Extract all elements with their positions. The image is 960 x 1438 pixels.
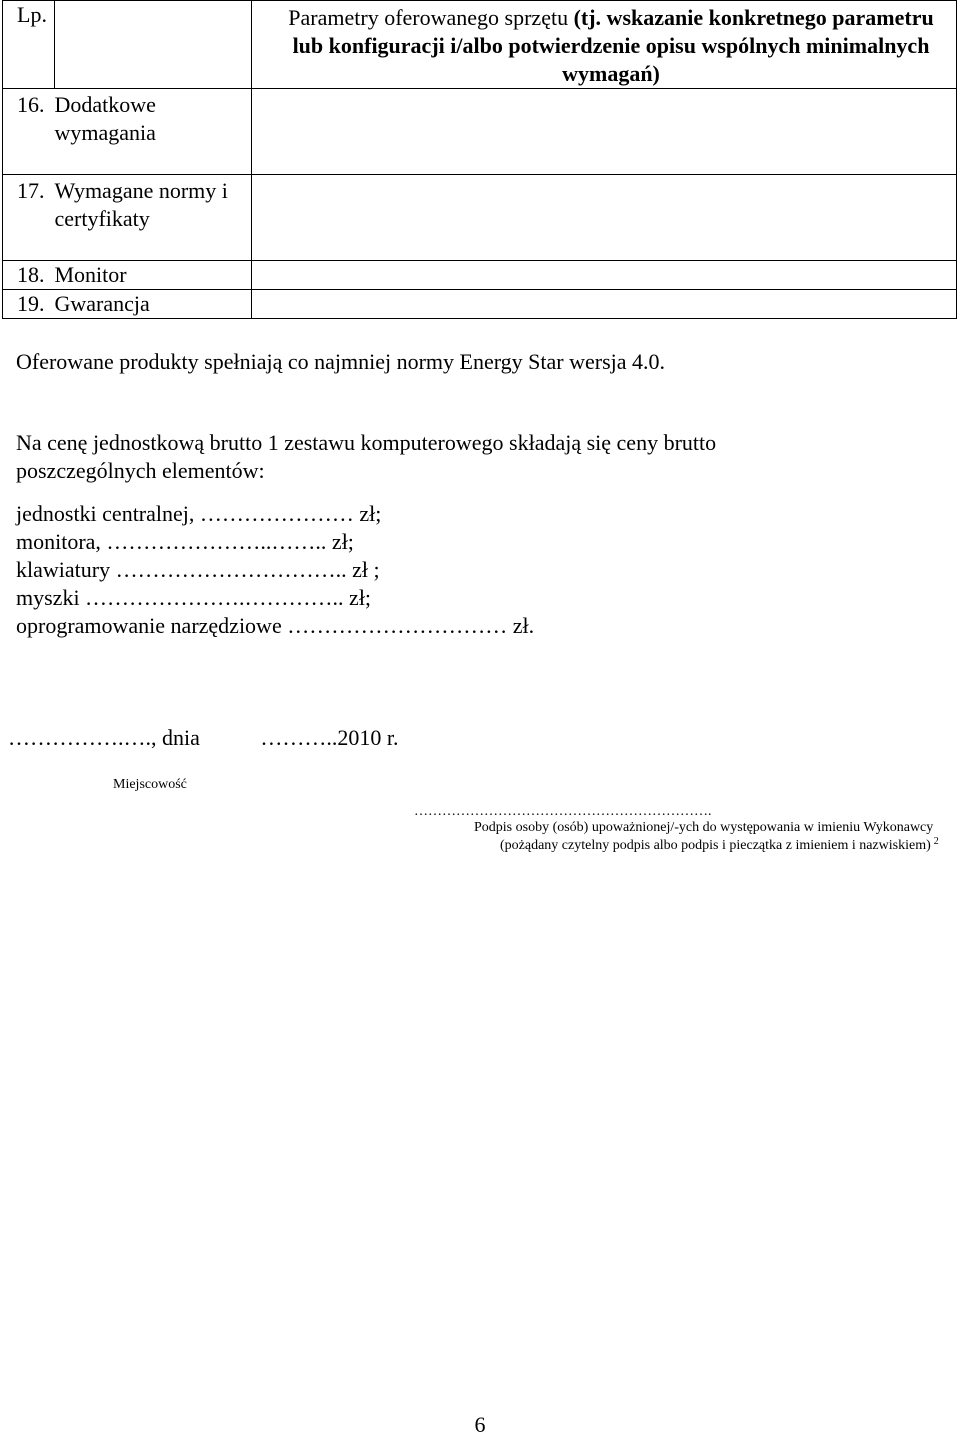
row-16-name: Dodatkowe wymagania — [55, 89, 252, 175]
row-18-name: Monitor — [55, 261, 252, 290]
place-date-line: …………….…., dnia ………..2010 r. — [8, 725, 399, 750]
row-18-num: 18. — [3, 261, 55, 290]
header-name — [55, 1, 252, 89]
row-17-name: Wymagane normy i certyfikaty — [55, 175, 252, 261]
header-parameters-plain: Parametry oferowanego sprzętu — [288, 5, 574, 30]
header-lp: Lp. — [3, 1, 55, 89]
page-number: 6 — [474, 1412, 486, 1437]
row-16-value — [252, 89, 957, 175]
footnote-marker: 2 — [933, 836, 939, 847]
price-intro-line-2: poszczególnych elementów: — [16, 458, 265, 483]
row-18-value — [252, 261, 957, 290]
energy-star-statement: Oferowane produkty spełniają co najmniej normy Energy Star wersja 4.0. — [16, 349, 666, 374]
price-line-software: oprogramowanie narzędziowe ………………………… zł. — [16, 613, 535, 638]
signature-label-2 — [500, 837, 939, 855]
header-parameters-bold: (tj. wskazanie konkretnego parametru lub konfiguracji i/albo potwierdzenie opisu wspólnych minimalnych wymagań) — [292, 5, 934, 86]
row-17-value — [252, 175, 957, 261]
row-19-value — [252, 290, 957, 319]
place-label: Miejscowość — [113, 777, 187, 792]
specification-table — [2, 0, 957, 319]
price-line-keyboard: klawiatury ………………………….. zł ; — [16, 557, 380, 582]
row-19-name: Gwarancja — [55, 290, 252, 319]
signature-label-2-text: (pożądany czytelny podpis albo podpis i pieczątka z imieniem i nazwiskiem) — [500, 838, 931, 853]
price-line-central-unit: jednostki centralnej, ………………… zł; — [16, 501, 382, 526]
signature-label-1: Podpis osoby (osób) upoważnionej/-ych do występowania w imieniu Wykonawcy — [474, 820, 934, 835]
price-intro-line-1: Na cenę jednostkową brutto 1 zestawu komputerowego składają się ceny brutto — [16, 430, 717, 455]
price-line-monitor: monitora, …………………..…….. zł; — [16, 529, 354, 554]
signature-dots: ………………………………………………………. — [414, 804, 712, 819]
header-parameters — [252, 1, 957, 89]
price-line-mouse: myszki ………………….………….. zł; — [16, 585, 372, 610]
row-16-num: 16. — [3, 89, 55, 175]
row-19-num: 19. — [3, 290, 55, 319]
row-17-num: 17. — [3, 175, 55, 261]
